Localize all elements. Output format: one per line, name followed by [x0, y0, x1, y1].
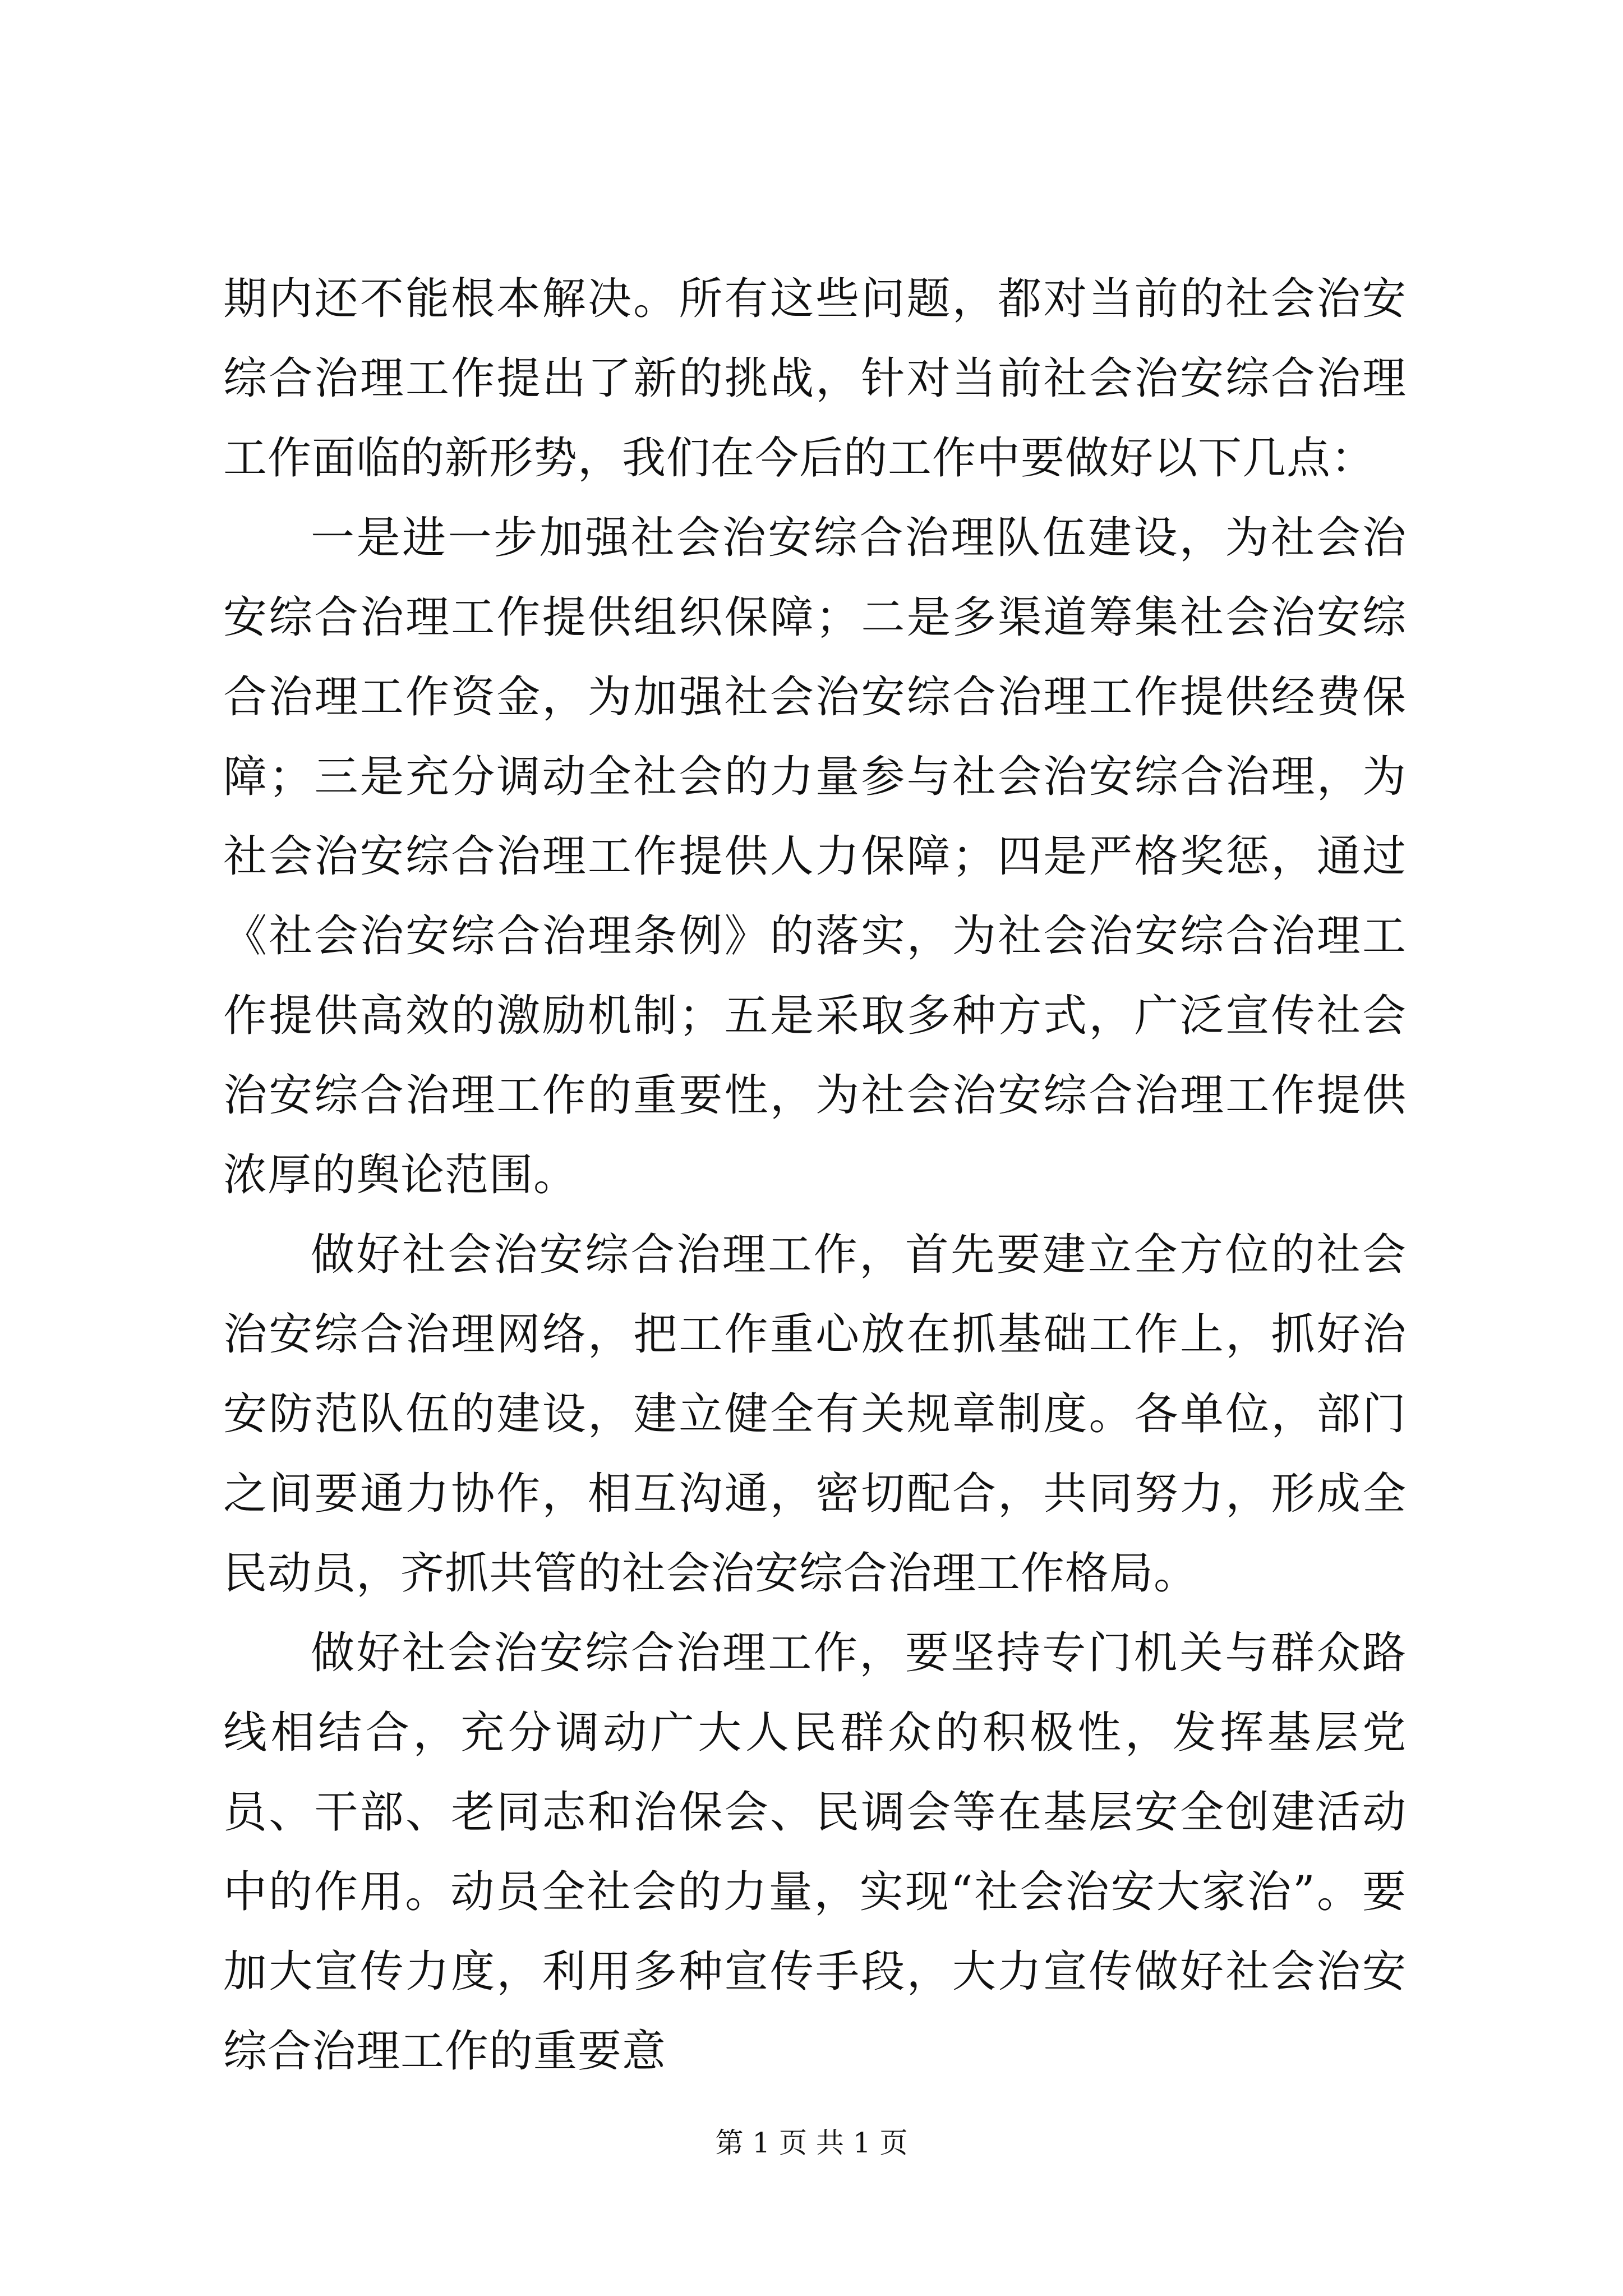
- document-body: [223, 259, 1407, 2091]
- paragraph-1: 期内还不能根本解决。所有这些问题，都对当前的社会治安综合治理工作提出了新的挑战，针对当前社会治安综合治理工作面临的新形势，我们在今后的工作中要做好以下几点：: [223, 274, 1407, 484]
- page-number-footer: 第 1 页 共 1 页: [715, 2127, 908, 2159]
- paragraph-2: 一是进一步加强社会治安综合治理队伍建设，为社会治安综合治理工作提供组织保障；二是多渠道筹集社会治安综合治理工作资金，为加强社会治安综合治理工作提供经费保障；三是充分调动全社会的力量参与社会治安综合治理，为社会治安综合治理工作提供人力保障；四是严格奖惩，通过《社会治安综合治理条例》的落实，为社会治安综合治理工作提供高效的激励机制；五是采取多种方式，广泛宣传社会治安综合治理工作的重要性，为社会治安综合治理工作提供浓厚的舆论范围。: [223, 513, 1407, 1200]
- paragraph-4: 做好社会治安综合治理工作，要坚持专门机关与群众路线相结合，充分调动广大人民群众的积极性，发挥基层党员、干部、老同志和治保会、民调会等在基层安全创建活动中的作用。动员全社会的力量，实现“社会治安大家治”。要加大宣传力度，利用多种宣传手段，大力宣传做好社会治安综合治理工作的重要意: [223, 1628, 1407, 2077]
- paragraph-3: 做好社会治安综合治理工作，首先要建立全方位的社会治安综合治理网络，把工作重心放在抓基础工作上，抓好治安防范队伍的建设，建立健全有关规章制度。各单位，部门之间要通力协作，相互沟通，密切配合，共同努力，形成全民动员，齐抓共管的社会治安综合治理工作格局。: [223, 1230, 1407, 1599]
